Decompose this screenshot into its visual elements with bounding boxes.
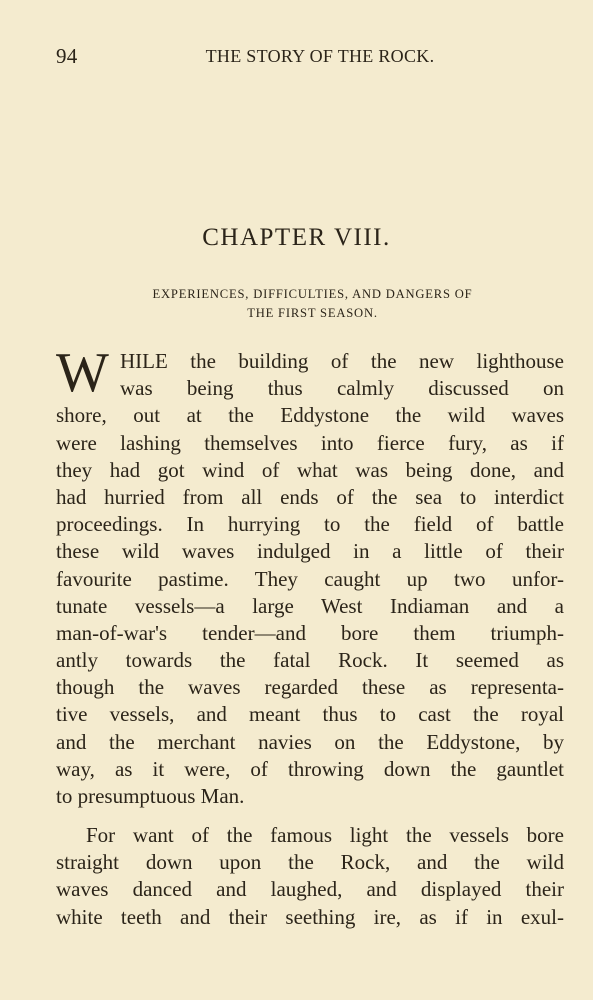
text-line: For want of the famous light the vessels bore <box>86 823 564 847</box>
text-line: and the merchant navies on the Eddystone, by <box>56 729 564 754</box>
text-line: these wild waves indulged in a little of their <box>56 539 564 564</box>
page-number: 94 <box>56 44 78 68</box>
running-head: THE STORY OF THE ROCK. <box>205 46 435 66</box>
text-line: though the waves regarded these as representa- <box>56 675 564 700</box>
text-line: had hurried from all ends of the sea to interdict <box>56 484 564 509</box>
drop-cap: W <box>56 342 109 404</box>
text-line: shore, out at the Eddystone the wild waves <box>56 403 564 428</box>
text-line: to presumptuous Man. <box>56 784 245 808</box>
text-line: white teeth and their seething ire, as if in exul- <box>56 904 564 929</box>
subtitle-line: THE FIRST SEASON. <box>247 306 378 320</box>
text-line: tive vessels, and meant thus to cast the royal <box>56 702 564 727</box>
text-line: man-of-war's tender—and bore them triumph- <box>56 620 564 645</box>
text-line: proceedings. In hurrying to the field of battle <box>56 512 564 537</box>
paragraph-2 <box>56 822 564 931</box>
text-line: waves danced and laughed, and displayed their <box>56 877 564 902</box>
text-line: was being thus calmly discussed on <box>120 376 564 401</box>
text-line: tunate vessels—a large West Indiaman and a <box>56 593 564 618</box>
page-header <box>56 44 564 74</box>
text-line: favourite pastime. They caught up two unfor- <box>56 566 564 591</box>
text-line: were lashing themselves into fierce fury, as if <box>56 430 564 455</box>
text-line: way, as it were, of throwing down the gauntlet <box>56 756 564 781</box>
paragraph-1 <box>56 348 564 810</box>
chapter-title: CHAPTER VIII. <box>202 224 391 251</box>
text-line: antly towards the fatal Rock. It seemed as <box>56 648 564 673</box>
text-line: HILE the building of the new lighthouse <box>120 349 564 373</box>
text-line: straight down upon the Rock, and the wild <box>56 850 564 875</box>
chapter-subtitle <box>100 285 525 323</box>
text-line: they had got wind of what was being done, and <box>56 457 564 482</box>
subtitle-line: EXPERIENCES, DIFFICULTIES, AND DANGERS OF <box>152 287 473 301</box>
